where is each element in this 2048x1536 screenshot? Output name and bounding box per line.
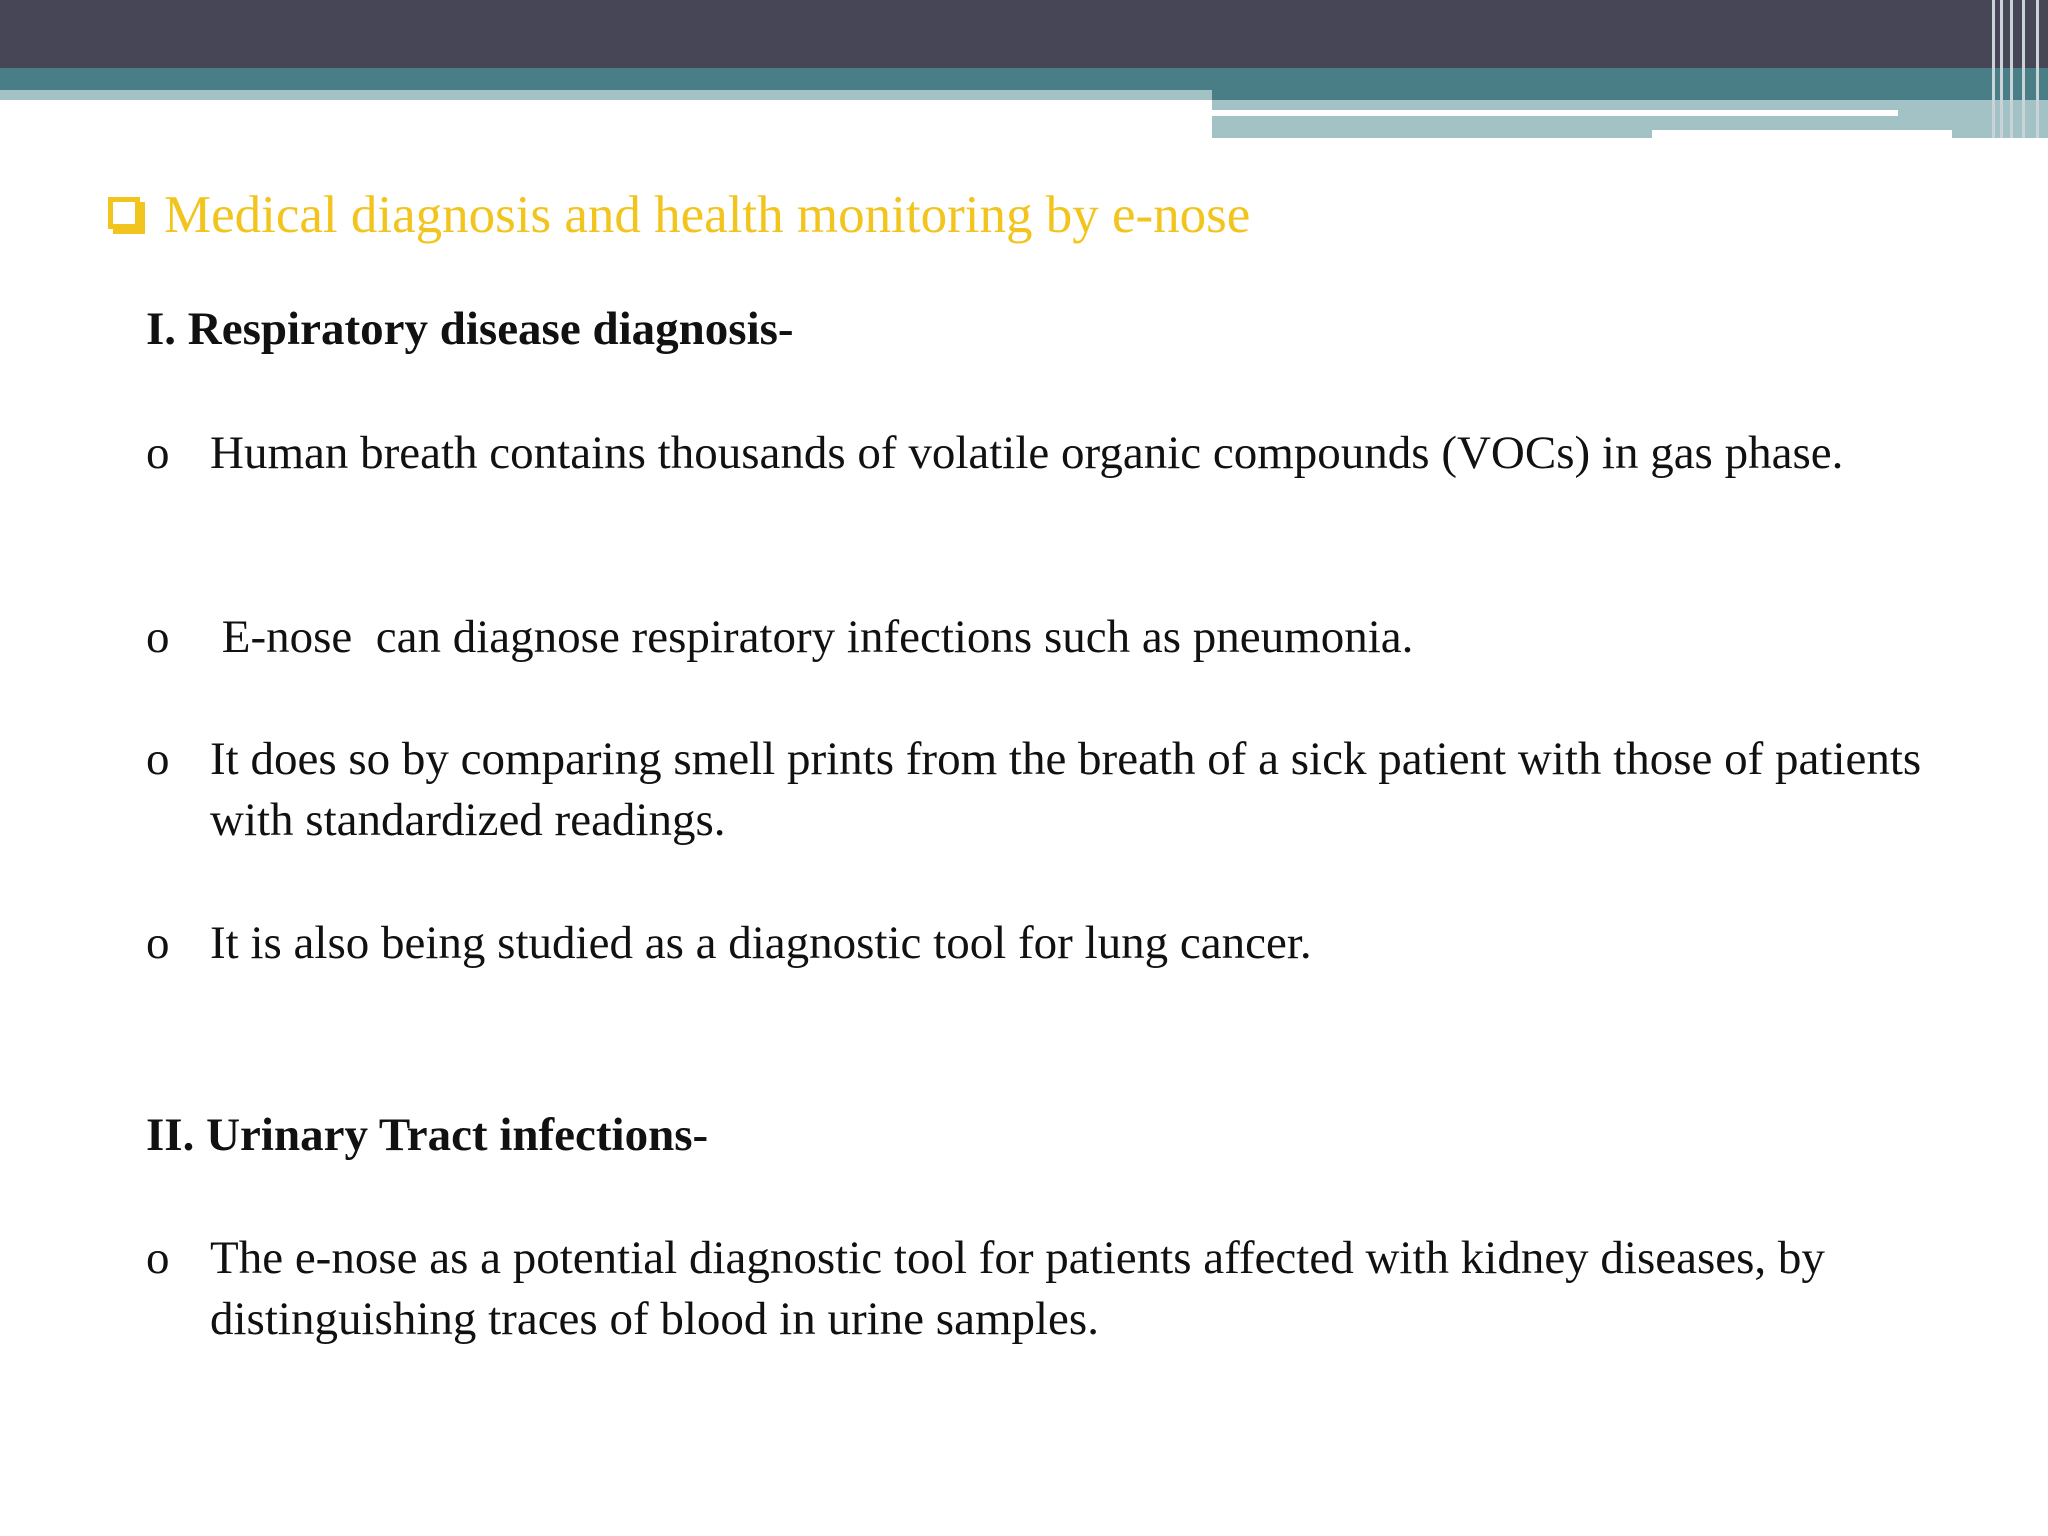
section-heading-urinary: II. Urinary Tract infections-: [146, 1109, 709, 1161]
bullet-marker: o: [146, 611, 170, 663]
section-heading-respiratory: I. Respiratory disease diagnosis-: [146, 303, 794, 355]
bullet-item: [146, 913, 1996, 974]
header-vertical-stripe: [2036, 0, 2039, 138]
bullet-marker: o: [146, 427, 170, 479]
header-band-teal: [0, 68, 2048, 90]
header-line-white-lower: [1652, 130, 1952, 138]
bullet-text: The e-nose as a potential diagnostic tool for patients affected with kidney diseases, by distinguishing traces of blood in urine samples.: [210, 1232, 1825, 1345]
slide-title-text: Medical diagnosis and health monitoring by e-nose: [164, 186, 1251, 244]
bullet-text: Human breath contains thousands of volatile organic compounds (VOCs) in gas phase.: [210, 427, 1844, 479]
header-vertical-stripe: [2022, 0, 2025, 138]
checkbox-square-icon: [108, 197, 140, 229]
bullet-marker: o: [146, 1232, 170, 1284]
bullet-item: [146, 607, 1996, 668]
header-band-light-left: [0, 90, 1212, 100]
header-band-dark: [0, 0, 2048, 68]
bullet-text: E-nose can diagnose respiratory infections such as pneumonia.: [210, 611, 1414, 663]
bullet-text: It does so by comparing smell prints from the breath of a sick patient with those of patients with standardized readings.: [210, 733, 1922, 846]
header-vertical-stripe: [2010, 0, 2013, 138]
bullet-marker: o: [146, 917, 170, 969]
header-vertical-stripe: [1992, 0, 1995, 138]
header-vertical-stripe: [2000, 0, 2003, 138]
bullet-item: [146, 729, 1996, 851]
bullet-text: It is also being studied as a diagnostic tool for lung cancer.: [210, 917, 1312, 969]
header-line-white-upper: [1212, 110, 1898, 116]
bullet-item: [146, 423, 1996, 484]
header-band-teal-right: [1212, 90, 2048, 100]
slide-title: [108, 180, 1250, 250]
bullet-marker: o: [146, 733, 170, 785]
bullet-item: [146, 1228, 1996, 1350]
